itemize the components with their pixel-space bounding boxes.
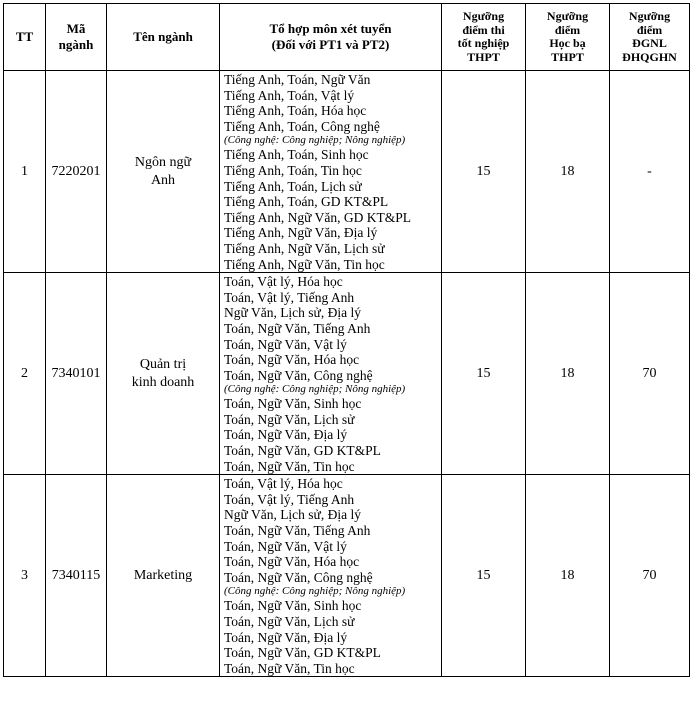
row-combinations <box>220 475 442 677</box>
row-major-name: Marketing <box>107 475 220 677</box>
row-hocba-threshold: 18 <box>526 273 610 475</box>
header-combinations-line1: Tổ hợp môn xét tuyển <box>269 21 392 36</box>
row-tt: 3 <box>4 475 46 677</box>
table-row <box>4 475 690 677</box>
combination-line: Ngữ Văn, Lịch sử, Địa lý <box>224 305 361 321</box>
row-major-name: Ngôn ngữ Anh <box>107 71 220 273</box>
combination-line: Toán, Ngữ Văn, Địa lý <box>224 427 348 443</box>
header-major-code-line2: ngành <box>58 37 94 52</box>
combination-line: Tiếng Anh, Ngữ Văn, GD KT&PL <box>224 209 411 225</box>
combination-line: Toán, Ngữ Văn, GD KT&PL <box>224 443 381 459</box>
combination-note: (Công nghệ: Công nghiệp; Nông nghiệp) <box>224 585 406 598</box>
combination-note: (Công nghệ: Công nghiệp; Nông nghiệp) <box>224 383 406 396</box>
header-hocba-threshold: Ngưỡng điểm Học bạ THPT <box>526 4 610 71</box>
header-major-name: Tên ngành <box>107 4 220 71</box>
combination-line: Toán, Ngữ Văn, Vật lý <box>224 538 347 554</box>
row-dgnl-threshold: 70 <box>610 273 690 475</box>
header-tt: TT <box>4 4 46 71</box>
combination-line: Toán, Vật lý, Hóa học <box>224 274 343 290</box>
header-dgnl-threshold: Ngưỡng điểm ĐGNL ĐHQGHN <box>610 4 690 71</box>
row-tt: 1 <box>4 71 46 273</box>
combination-line: Tiếng Anh, Toán, Vật lý <box>224 87 355 103</box>
combination-line: Toán, Ngữ Văn, Tin học <box>224 660 355 676</box>
row-combinations <box>220 273 442 475</box>
row-combinations <box>220 71 442 273</box>
header-thpt-threshold: Ngưỡng điểm thi tốt nghiệp THPT <box>442 4 526 71</box>
combination-line: Tiếng Anh, Toán, Ngữ Văn <box>224 72 371 87</box>
combination-note: (Công nghệ: Công nghiệp; Nông nghiệp) <box>224 134 406 147</box>
combination-line: Tiếng Anh, Toán, Sinh học <box>224 147 369 163</box>
combination-line: Toán, Ngữ Văn, Tin học <box>224 458 355 474</box>
combination-line: Toán, Ngữ Văn, Tiếng Anh <box>224 320 371 336</box>
row-tt: 2 <box>4 273 46 475</box>
combination-line: Toán, Vật lý, Hóa học <box>224 476 343 492</box>
combination-line: Toán, Ngữ Văn, GD KT&PL <box>224 645 381 661</box>
row-thpt-threshold: 15 <box>442 71 526 273</box>
row-major-name: Quản trị kinh doanh <box>107 273 220 475</box>
combination-line: Toán, Ngữ Văn, Tiếng Anh <box>224 523 371 539</box>
admissions-table <box>3 3 690 677</box>
table-body <box>4 71 690 677</box>
combination-line: Tiếng Anh, Toán, GD KT&PL <box>224 194 389 210</box>
combination-line: Tiếng Anh, Toán, Hóa học <box>224 103 367 119</box>
combination-line: Toán, Ngữ Văn, Vật lý <box>224 336 347 352</box>
combination-line: Toán, Ngữ Văn, Hóa học <box>224 554 360 570</box>
row-dgnl-threshold: - <box>610 71 690 273</box>
table-row <box>4 71 690 273</box>
header-subject-combinations <box>220 4 442 71</box>
combination-line: Tiếng Anh, Toán, Tin học <box>224 162 362 178</box>
row-thpt-threshold: 15 <box>442 475 526 677</box>
combination-line: Tiếng Anh, Ngữ Văn, Tin học <box>224 256 385 272</box>
combination-line: Toán, Vật lý, Tiếng Anh <box>224 289 355 305</box>
combination-line: Toán, Ngữ Văn, Lịch sử <box>224 614 355 629</box>
table-row <box>4 273 690 475</box>
row-major-code: 7340115 <box>46 475 107 677</box>
header-major-code <box>46 4 107 71</box>
combination-line: Toán, Ngữ Văn, Sinh học <box>224 396 362 412</box>
row-thpt-threshold: 15 <box>442 273 526 475</box>
header-major-code-line1: Mã <box>66 21 86 36</box>
combination-line: Toán, Ngữ Văn, Công nghệ <box>224 569 373 585</box>
combination-line: Tiếng Anh, Toán, Lịch sử <box>224 178 362 194</box>
row-dgnl-threshold: 70 <box>610 475 690 677</box>
combination-line: Toán, Ngữ Văn, Hóa học <box>224 352 360 368</box>
row-hocba-threshold: 18 <box>526 475 610 677</box>
row-major-code: 7220201 <box>46 71 107 273</box>
table-header <box>4 4 690 71</box>
combination-line: Ngữ Văn, Lịch sử, Địa lý <box>224 507 361 523</box>
header-row <box>4 4 690 71</box>
combination-line: Toán, Ngữ Văn, Địa lý <box>224 629 348 645</box>
header-combinations-line2: (Đối với PT1 và PT2) <box>271 37 390 52</box>
combination-line: Tiếng Anh, Ngữ Văn, Địa lý <box>224 225 378 241</box>
combination-line: Tiếng Anh, Toán, Công nghệ <box>224 118 380 134</box>
row-major-code: 7340101 <box>46 273 107 475</box>
combination-line: Toán, Ngữ Văn, Lịch sử <box>224 411 355 427</box>
combination-line: Toán, Ngữ Văn, Sinh học <box>224 598 362 614</box>
combination-line: Toán, Ngữ Văn, Công nghệ <box>224 367 373 383</box>
combination-line: Tiếng Anh, Ngữ Văn, Lịch sử <box>224 240 385 256</box>
row-hocba-threshold: 18 <box>526 71 610 273</box>
combination-line: Toán, Vật lý, Tiếng Anh <box>224 491 355 507</box>
